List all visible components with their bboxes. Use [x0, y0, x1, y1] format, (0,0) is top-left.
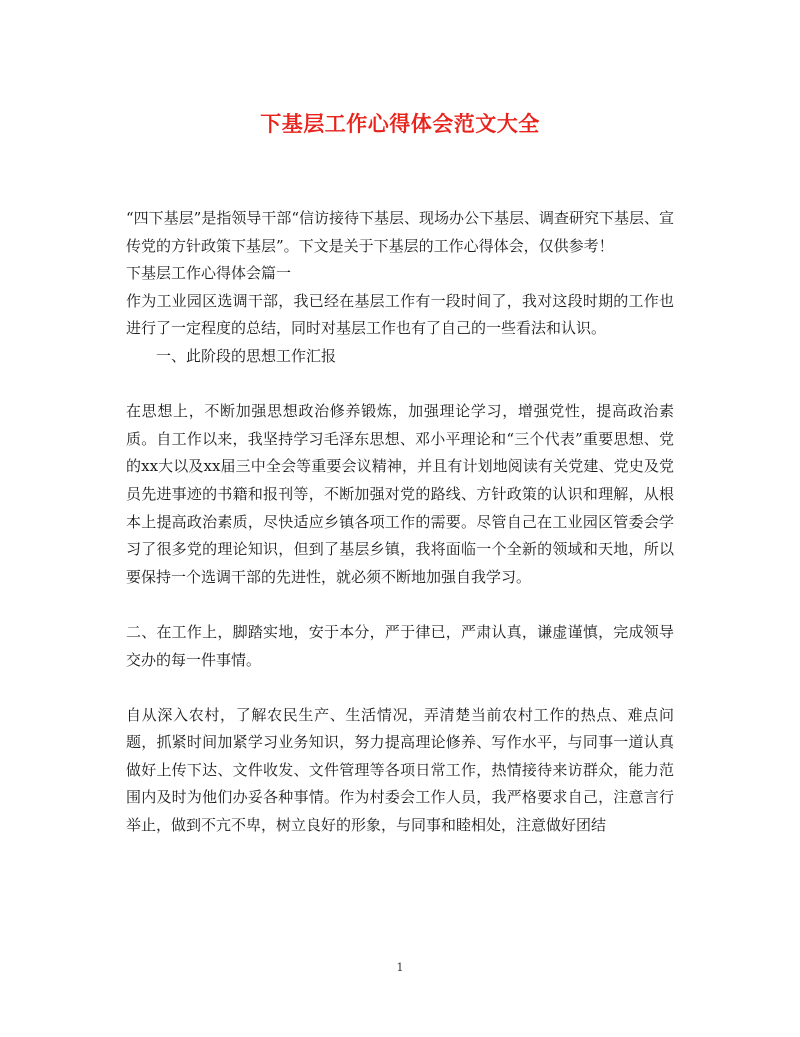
paragraph-gap — [126, 591, 674, 619]
subheading-1: 一、此阶段的思想工作汇报 — [156, 346, 337, 365]
page-number: 1 — [396, 961, 404, 974]
paragraph-2: 在思想上，不断加强思想政治修养锻炼，加强理论学习，增强党性，提高政治素质。自工作以来，我坚持学习毛泽东思想、邓小平理论和“三个代表”重要思想、党的xx大以及xx届三中全会等重要会议精神，并且有计划地阅读有关党建、党史及党员先进事迹的书籍和报刊等，不断加强对党的路线、方针政策的认识和理解，从根本上提高政治素质，尽快适应乡镇各项工作的需要。尽管自己在工业园区管委会学习了很多党的理论知识，但到了基层乡镇，我将面临一个全新的领域和天地，所以要保持一个选调干部的先进性，就必须不断地加强自我学习。 — [126, 402, 674, 586]
paragraph-4: 自从深入农村，了解农民生产、生活情况，弄清楚当前农村工作的热点、难点问题，抓紧时间加紧学习业务知识，努力提高理论修养、写作水平，与同事一道认真做好上传下达、文件收发、文件管理等各项日常工作，热情接待来访群众，能力范围内及时为他们办妥各种事情。作为村委会工作人员，我严格要求自己，注意言行举止，做到不亢不卑，树立良好的形象，与同事和睦相处，注意做好团结 — [126, 705, 674, 835]
paragraph-gap — [126, 371, 674, 399]
section-heading: 下基层工作心得体会篇一 — [126, 264, 292, 283]
document-body — [126, 205, 674, 840]
intro-paragraph: “四下基层”是指领导干部“信访接待下基层、现场办公下基层、调查研究下基层、宣传党的方针政策下基层”。下文是关于下基层的工作心得体会，仅供参考！ — [126, 209, 675, 255]
paragraph-1: 作为工业园区选调干部，我已经在基层工作有一段时间了，我对这段时期的工作也进行了一定程度的总结，同时对基层工作也有了自己的一些看法和认识。 — [126, 291, 674, 338]
paragraph-3: 二、在工作上，脚踏实地，安于本分，严于律已，严肃认真，谦虚谨慎，完成领导交办的每一件事情。 — [126, 622, 674, 669]
paragraph-gap — [126, 674, 674, 702]
document-title: 下基层工作心得体会范文大全 — [260, 111, 540, 136]
